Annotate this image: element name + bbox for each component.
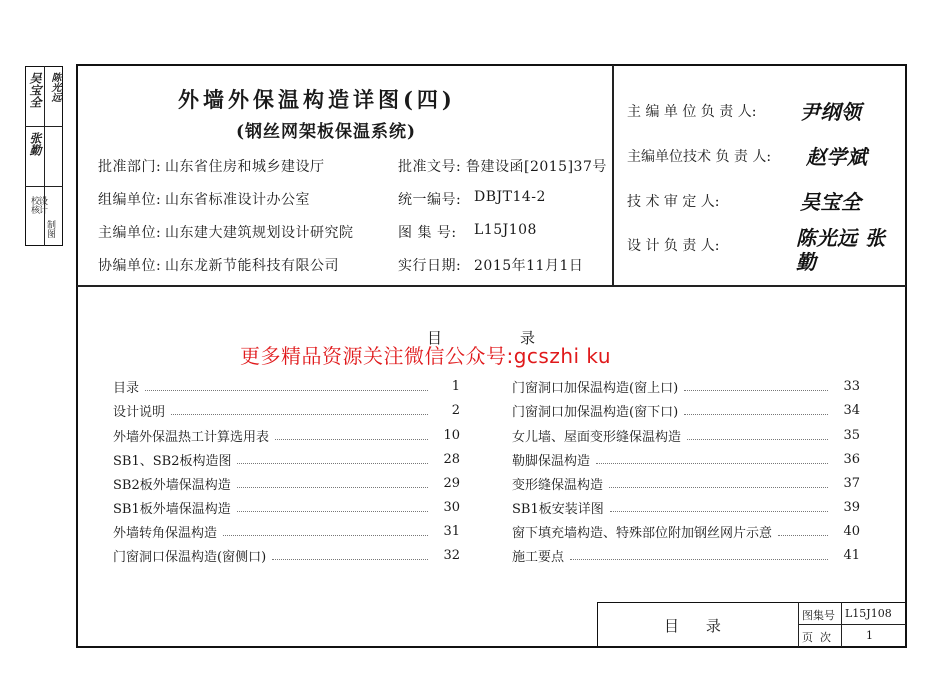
toc-item-page: 10 — [443, 427, 460, 443]
toc-item-label: 外墙转角保温构造 — [113, 525, 218, 541]
toc-item[interactable] — [113, 497, 460, 517]
side-signature: 吴宝全 — [28, 72, 42, 108]
side-signature: 陈光远 — [49, 72, 60, 102]
toc-item-page: 32 — [443, 547, 460, 563]
toc-item[interactable] — [512, 400, 860, 420]
atlas-number-value: L15J108 — [474, 222, 537, 238]
toc-leader — [570, 550, 828, 560]
toc-item-label: 窗下填充墙构造、特殊部位附加钢丝网片示意 — [512, 525, 773, 541]
side-signature: 张勤 — [28, 132, 42, 156]
chief-editor-label: 主 编 单 位 负 责 人: — [627, 104, 757, 120]
approval-number-value: 鲁建设函[2015]37号 — [466, 159, 607, 175]
toc-item[interactable] — [512, 425, 860, 445]
page-title: 外墙外保温构造详图(四) — [178, 87, 456, 112]
unified-number-value: DBJT14-2 — [474, 189, 546, 205]
toc-item-label: SB2板外墙保温构造 — [113, 477, 231, 493]
approval-dept-value: 山东省住房和城乡建设厅 — [165, 159, 325, 175]
toc-leader — [684, 405, 828, 415]
title-block-divider — [798, 624, 906, 625]
toc-item-page: 40 — [843, 523, 860, 539]
toc-item-label: 门窗洞口加保温构造(窗下口) — [512, 404, 679, 420]
toc-item[interactable] — [113, 545, 460, 565]
toc-item[interactable] — [512, 376, 860, 396]
header-vertical-divider — [612, 65, 614, 285]
side-strip-divider — [25, 126, 63, 127]
co-unit-value: 山东龙新节能科技有限公司 — [165, 258, 339, 274]
side-label-design: 设计 — [37, 196, 47, 214]
toc-item-label: 外墙外保温热工计算选用表 — [113, 429, 270, 445]
chief-editor-signature: 尹纲领 — [800, 100, 862, 124]
toc-leader — [610, 502, 828, 512]
atlas-number-cell-value: L15J108 — [845, 607, 892, 620]
toc-item-page: 41 — [843, 547, 860, 563]
toc-item[interactable] — [113, 425, 460, 445]
toc-item-label: SB1、SB2板构造图 — [113, 453, 232, 469]
watermark-text: 更多精品资源关注微信公众号:gcszhi ku — [240, 344, 612, 368]
atlas-number-label: 图 集 号: — [398, 225, 457, 241]
toc-leader — [272, 550, 428, 560]
co-unit-label: 协编单位: — [98, 258, 162, 274]
toc-item-page: 35 — [843, 427, 860, 443]
toc-item-label: 施工要点 — [512, 549, 565, 565]
title-block-name: 目 录 — [664, 617, 722, 635]
approval-dept-label: 批准部门: — [98, 159, 162, 175]
toc-item-label: 变形缝保温构造 — [512, 477, 604, 493]
toc-item-label: 门窗洞口加保温构造(窗上口) — [512, 380, 679, 396]
toc-leader — [609, 478, 828, 488]
toc-item-page: 30 — [443, 499, 460, 515]
toc-item[interactable] — [113, 376, 460, 396]
header-divider — [77, 285, 906, 287]
toc-item-label: 女儿墙、屋面变形缝保温构造 — [512, 429, 682, 445]
toc-leader — [171, 405, 428, 415]
toc-item[interactable] — [113, 473, 460, 493]
design-lead-label: 设 计 负 责 人: — [627, 238, 720, 254]
toc-leader — [687, 430, 828, 440]
toc-leader — [237, 478, 428, 488]
toc-item-label: 目录 — [113, 380, 140, 396]
toc-item-page: 31 — [443, 523, 460, 539]
toc-item[interactable] — [512, 497, 860, 517]
tech-review-signature: 吴宝全 — [800, 190, 862, 214]
toc-item[interactable] — [512, 473, 860, 493]
toc-item-page: 36 — [843, 451, 860, 467]
toc-leader — [684, 381, 828, 391]
design-lead-signature: 陈光远 张勤 — [796, 226, 886, 274]
toc-item-page: 37 — [843, 475, 860, 491]
effective-date-value: 2015年11月1日 — [474, 258, 584, 274]
toc-leader — [223, 526, 428, 536]
page-subtitle: (钢丝网架板保温系统) — [236, 122, 417, 142]
toc-item-label: SB1板安装详图 — [512, 501, 604, 517]
side-label-draw: 制图 — [45, 220, 55, 238]
toc-item-page: 29 — [443, 475, 460, 491]
toc-item-page: 28 — [443, 451, 460, 467]
unified-number-label: 统一编号: — [398, 192, 462, 208]
toc-item-label: SB1板外墙保温构造 — [113, 501, 231, 517]
toc-leader — [275, 430, 428, 440]
toc-item[interactable] — [113, 400, 460, 420]
chief-unit-value: 山东建大建筑规划设计研究院 — [165, 225, 354, 241]
toc-item-page: 33 — [843, 378, 860, 394]
toc-item-label: 勒脚保温构造 — [512, 453, 591, 469]
toc-item-page: 34 — [843, 402, 860, 418]
page-number-cell-value: 1 — [866, 629, 873, 642]
toc-heading-left: 目 — [427, 329, 443, 347]
toc-item[interactable] — [512, 545, 860, 565]
page-number-cell-label: 页 次 — [802, 631, 831, 644]
tech-lead-label: 主编单位技术 负 责 人: — [627, 149, 772, 165]
toc-leader — [778, 526, 828, 536]
approval-number-label: 批准文号: — [398, 159, 462, 175]
atlas-number-cell-label: 图集号 — [802, 609, 835, 622]
toc-leader — [237, 454, 428, 464]
toc-heading-right: 录 — [520, 329, 536, 347]
chief-unit-label: 主编单位: — [98, 225, 162, 241]
toc-item[interactable] — [113, 521, 460, 541]
toc-item-page: 2 — [451, 402, 460, 418]
toc-item[interactable] — [113, 449, 460, 469]
toc-item-page: 1 — [451, 378, 460, 394]
toc-leader — [237, 502, 428, 512]
side-strip-divider — [44, 66, 45, 246]
toc-item-label: 门窗洞口保温构造(窗侧口) — [113, 549, 267, 565]
compile-unit-label: 组编单位: — [98, 192, 162, 208]
tech-lead-signature: 赵学斌 — [806, 145, 868, 169]
toc-item-page: 39 — [843, 499, 860, 515]
toc-leader — [596, 454, 828, 464]
toc-leader — [145, 381, 428, 391]
side-label-check: 校核 — [29, 196, 39, 214]
toc-item[interactable] — [512, 521, 860, 541]
side-strip-divider — [25, 186, 63, 187]
effective-date-label: 实行日期: — [398, 258, 462, 274]
compile-unit-value: 山东省标准设计办公室 — [165, 192, 310, 208]
toc-item-label: 设计说明 — [113, 404, 166, 420]
tech-review-label: 技 术 审 定 人: — [627, 194, 720, 210]
toc-item[interactable] — [512, 449, 860, 469]
